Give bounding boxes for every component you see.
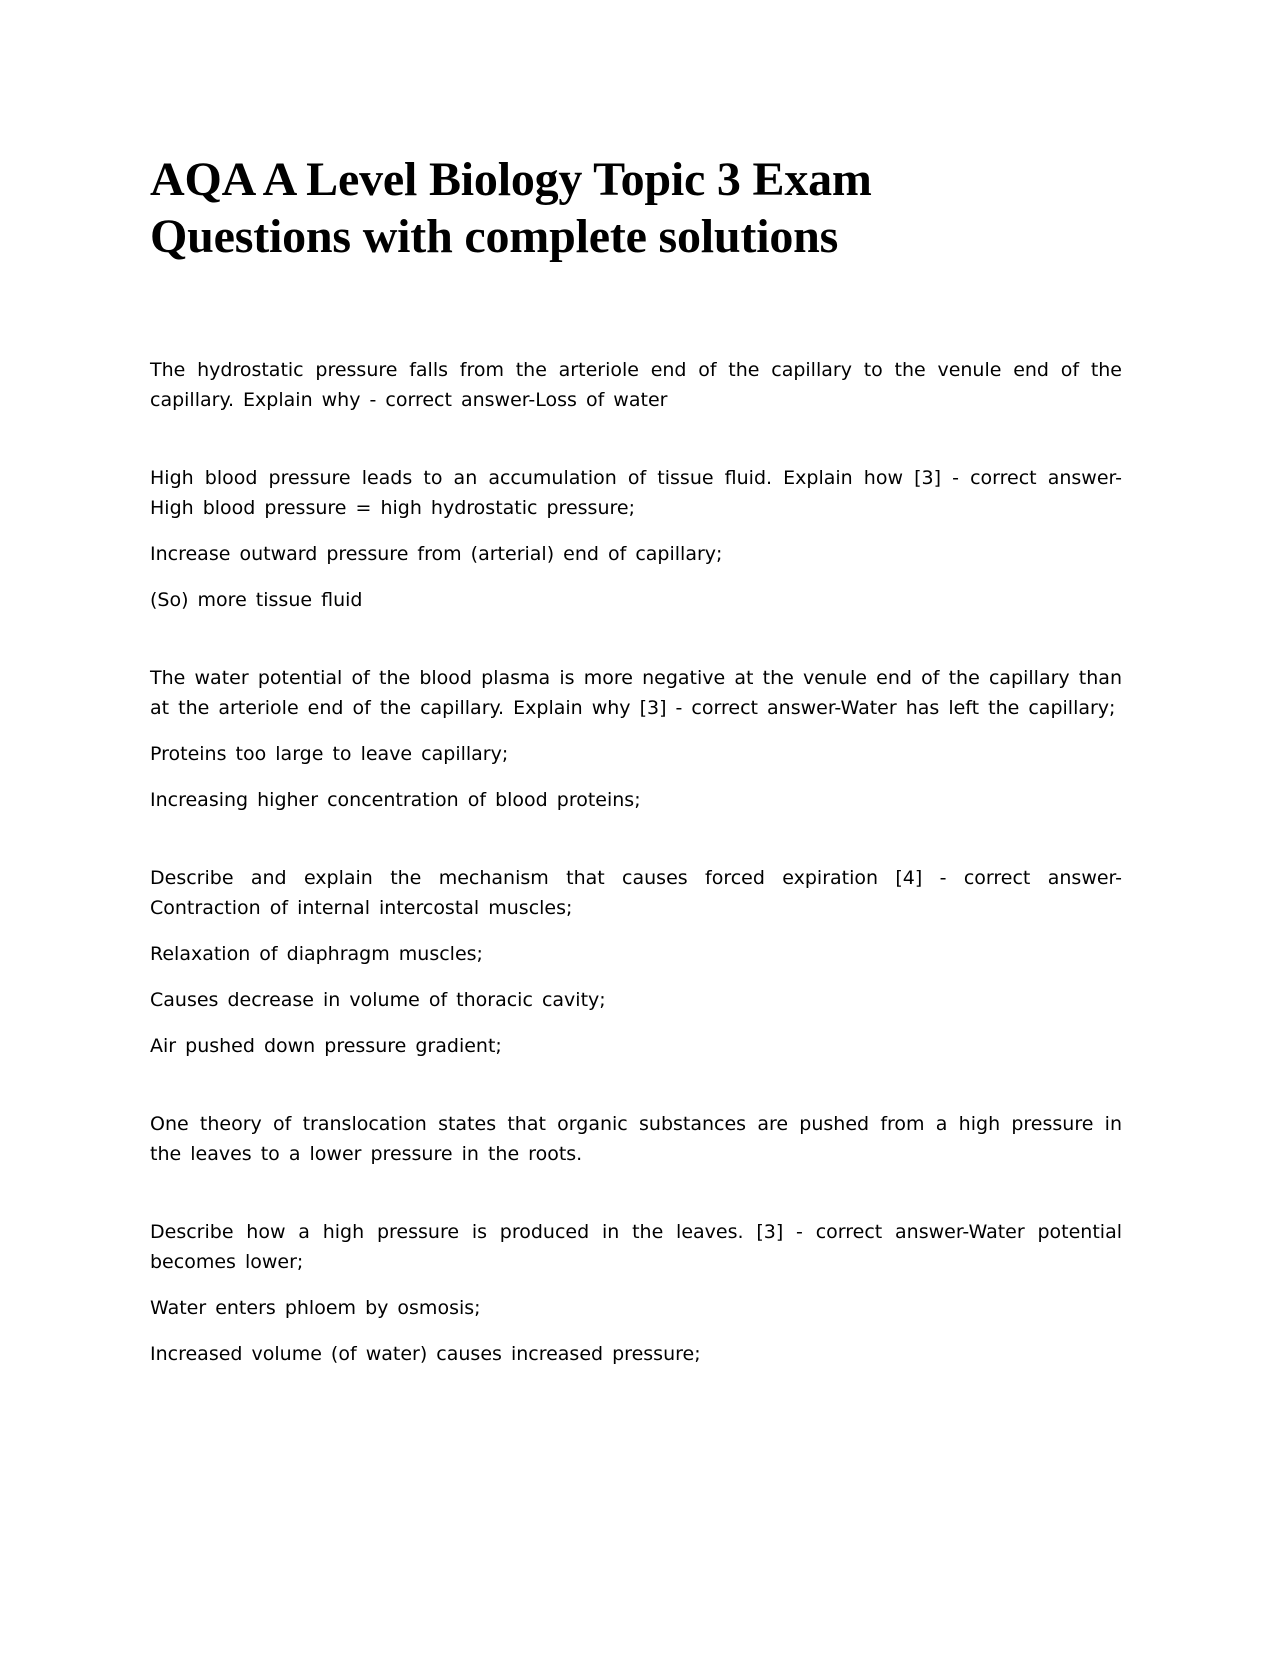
question-block (150, 863, 1122, 1061)
answer-point: Causes decrease in volume of thoracic cavity; (150, 989, 606, 1011)
answer-point: Air pushed down pressure gradient; (150, 1035, 502, 1057)
question-block (150, 663, 1122, 815)
document-title: AQA A Level Biology Topic 3 Exam Questions with complete solutions (150, 153, 872, 263)
question-block (150, 1109, 1122, 1169)
answer-point: (So) more tissue fluid (150, 589, 363, 611)
question-block (150, 463, 1122, 615)
answer-point: Proteins too large to leave capillary; (150, 743, 509, 765)
answer-point: Increasing higher concentration of blood proteins; (150, 789, 641, 811)
answer-point: Relaxation of diaphragm muscles; (150, 943, 483, 965)
question-text: Describe how a high pressure is produced in the leaves. [3] - correct answer-Water potential becomes lower; (150, 1221, 1122, 1273)
question-block (150, 355, 1122, 415)
question-block (150, 1217, 1122, 1369)
question-text: The water potential of the blood plasma is more negative at the venule end of the capillary than at the arteriole end of the capillary. Explain why [3] - correct answer-Water has left the capillary; (150, 667, 1122, 719)
question-text: High blood pressure leads to an accumulation of tissue fluid. Explain how [3] - correct answer-High blood pressure = high hydrostatic pressure; (150, 467, 1122, 519)
answer-point: Increase outward pressure from (arterial) end of capillary; (150, 543, 723, 565)
answer-point: Water enters phloem by osmosis; (150, 1297, 481, 1319)
question-text: The hydrostatic pressure falls from the arteriole end of the capillary to the venule end of the capillary. Explain why - correct answer-Loss of water (150, 359, 1122, 411)
question-list (150, 355, 1122, 1385)
question-text: Describe and explain the mechanism that causes forced expiration [4] - correct answer-Contraction of internal intercostal muscles; (150, 867, 1122, 919)
answer-point: Increased volume (of water) causes increased pressure; (150, 1343, 701, 1365)
question-text: One theory of translocation states that organic substances are pushed from a high pressure in the leaves to a lower pressure in the roots. (150, 1113, 1122, 1165)
